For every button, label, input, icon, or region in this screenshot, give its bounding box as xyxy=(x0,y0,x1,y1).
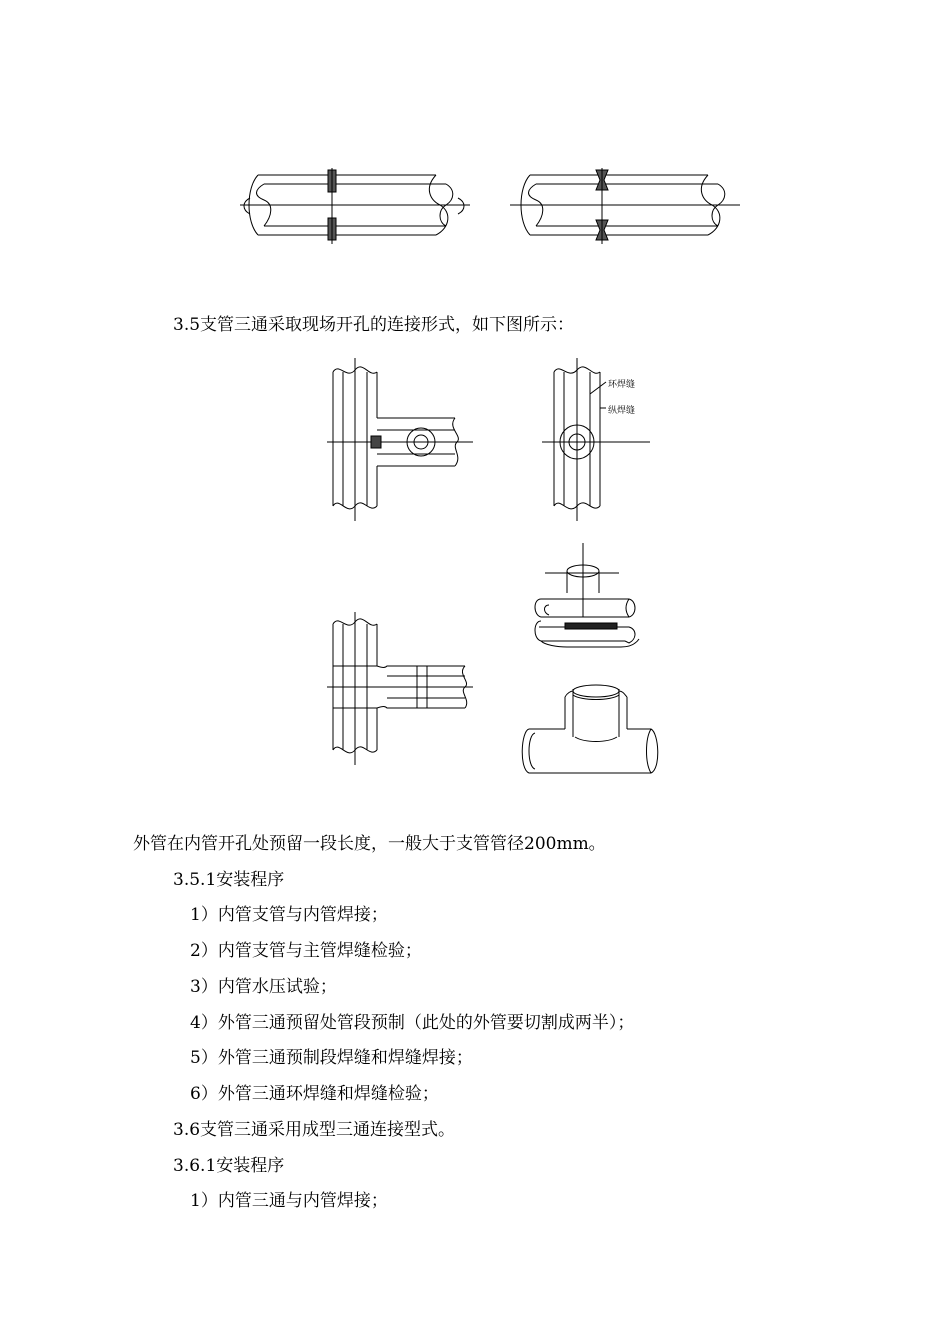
list-item: 1）内管支管与内管焊接； xyxy=(190,905,388,925)
cut-outer-pipe-figure xyxy=(525,543,645,655)
tee-side-view-figure xyxy=(325,356,475,521)
pipe-joint-figure-right xyxy=(510,168,740,244)
section-3-5-1-heading: 3.5.1安装程序 xyxy=(173,870,285,890)
paragraph-outer-pipe-reserve: 外管在内管开孔处预留一段长度，一般大于支管管径200mm。 xyxy=(133,834,606,854)
list-item: 2）内管支管与主管焊缝检验； xyxy=(190,941,422,961)
ring-weld-label: 环焊缝 xyxy=(608,380,636,390)
assembled-outer-tee-figure xyxy=(515,683,665,783)
longitudinal-weld-label: 纵焊缝 xyxy=(608,406,636,416)
list-item: 3）内管水压试验； xyxy=(190,977,337,997)
tee-prefab-figure xyxy=(325,610,475,765)
pipe-joint-figure-left xyxy=(240,168,470,244)
section-3-5-heading: 3.5支管三通采取现场开孔的连接形式，如下图所示： xyxy=(173,315,575,335)
list-item: 1）内管三通与内管焊接； xyxy=(190,1191,388,1211)
list-item: 6）外管三通环焊缝和焊缝检验； xyxy=(190,1084,439,1104)
list-item: 5）外管三通预制段焊缝和焊缝焊接； xyxy=(190,1048,473,1068)
section-3-6-1-heading: 3.6.1安装程序 xyxy=(173,1156,285,1176)
section-3-6-heading: 3.6支管三通采用成型三通连接型式。 xyxy=(173,1120,456,1140)
tee-front-view-figure xyxy=(540,356,660,521)
list-item: 4）外管三通预留处管段预制（此处的外管要切割成两半）； xyxy=(190,1013,635,1033)
